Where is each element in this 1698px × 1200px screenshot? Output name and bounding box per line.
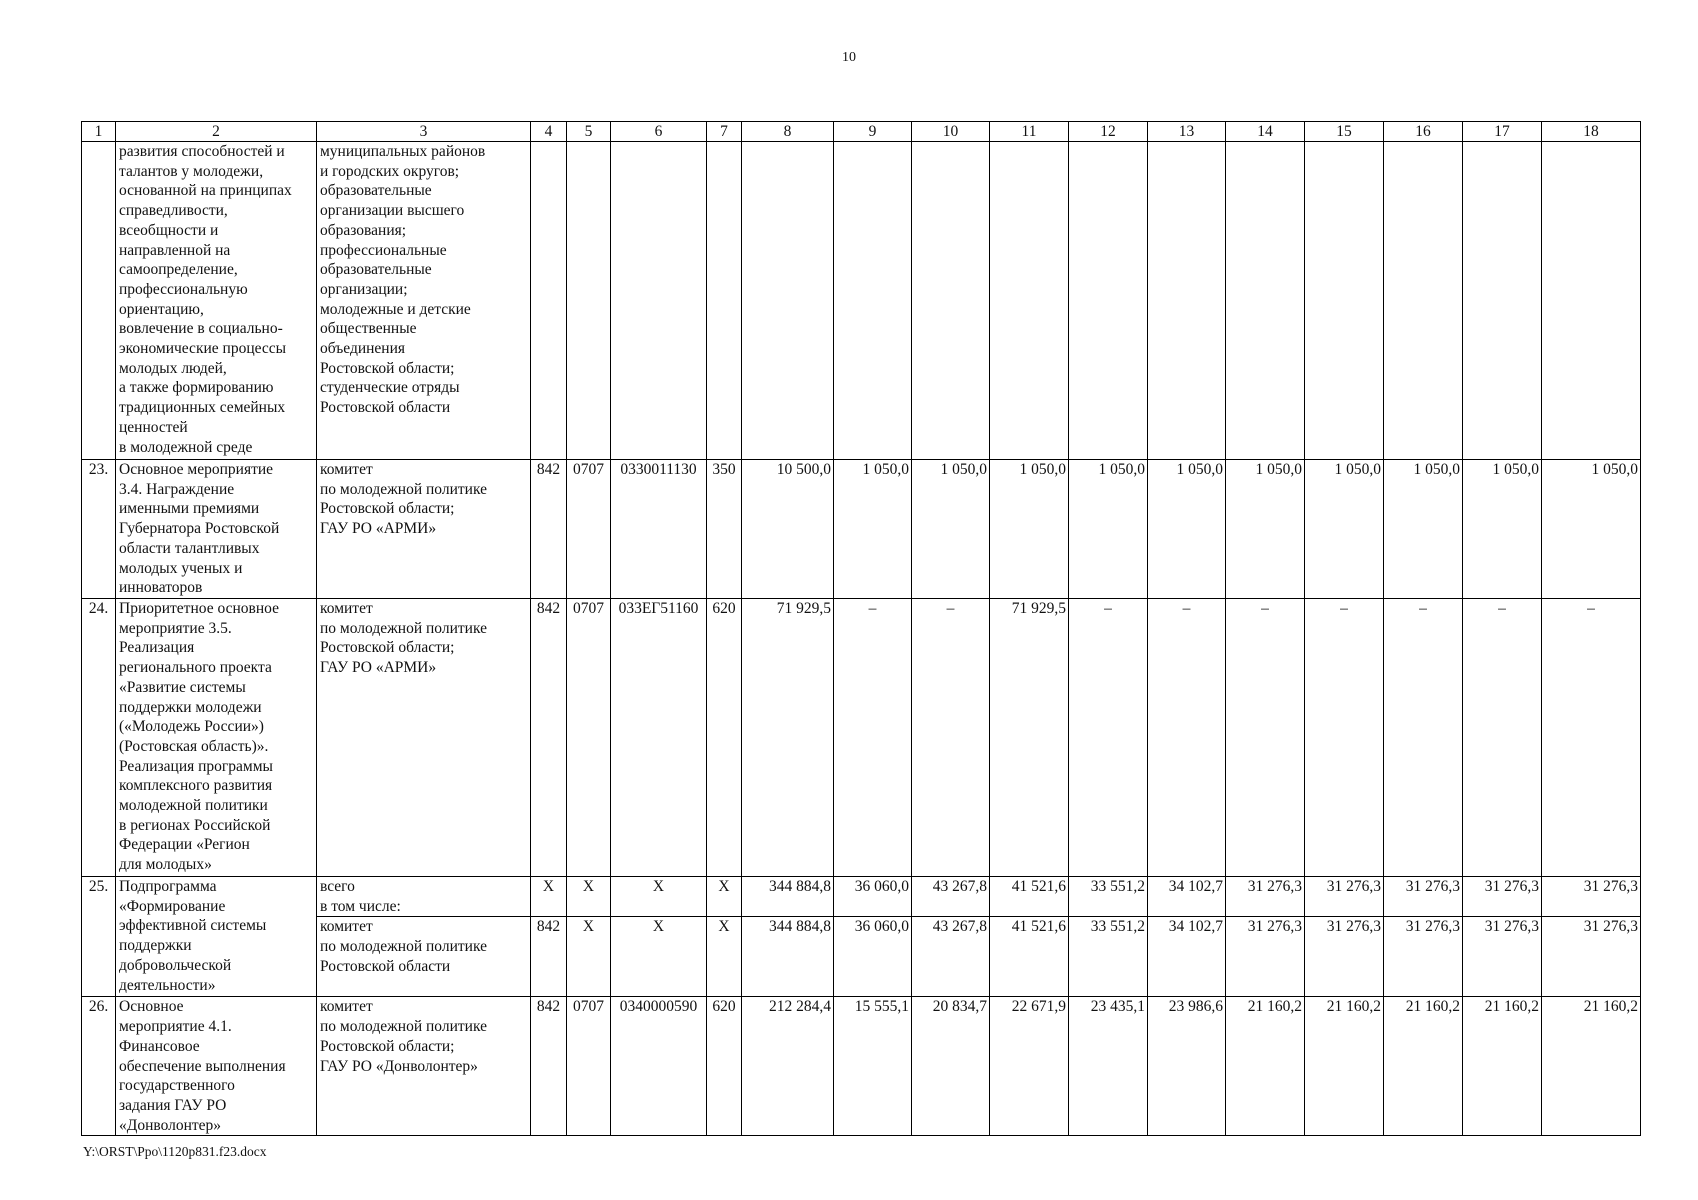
vr-code: X [707, 917, 742, 997]
col-header: 7 [707, 122, 742, 142]
year-value: 43 267,8 [912, 917, 990, 997]
year-value: 31 276,3 [1226, 877, 1305, 917]
grbs-code: X [531, 877, 567, 917]
year-value: 23 986,6 [1148, 997, 1226, 1136]
year-value: 31 276,3 [1384, 877, 1463, 917]
col-header: 3 [317, 122, 531, 142]
year-value: – [1463, 599, 1542, 877]
col-header: 1 [82, 122, 116, 142]
executor: комитет по молодежной политике Ростовской области; ГАУ РО «АРМИ» [317, 460, 531, 599]
col-header: 15 [1305, 122, 1384, 142]
year-value [990, 142, 1069, 460]
col-header: 4 [531, 122, 567, 142]
csr-code: X [611, 877, 707, 917]
year-value: 33 551,2 [1069, 917, 1148, 997]
year-value: 1 050,0 [1463, 460, 1542, 599]
year-value: 31 276,3 [1542, 877, 1641, 917]
grbs-code: 842 [531, 917, 567, 997]
year-value: 71 929,5 [990, 599, 1069, 877]
year-value: – [1226, 599, 1305, 877]
col-header: 18 [1542, 122, 1641, 142]
year-value: 31 276,3 [1384, 917, 1463, 997]
year-value: 22 671,9 [990, 997, 1069, 1136]
row-number: 23. [82, 460, 116, 599]
year-value: 1 050,0 [1226, 460, 1305, 599]
executor: комитет по молодежной политике Ростовской области; ГАУ РО «Донволонтер» [317, 997, 531, 1136]
year-value: 1 050,0 [834, 460, 912, 599]
col-header: 8 [742, 122, 834, 142]
year-value: 41 521,6 [990, 917, 1069, 997]
year-value: 1 050,0 [1305, 460, 1384, 599]
year-value [1384, 142, 1463, 460]
year-value: 21 160,2 [1463, 997, 1542, 1136]
col-header: 16 [1384, 122, 1463, 142]
rzpr-code: X [567, 917, 611, 997]
total-value: 10 500,0 [742, 460, 834, 599]
executor: всего в том числе: [317, 877, 531, 917]
row-number: 26. [82, 997, 116, 1136]
executor: комитет по молодежной политике Ростовской области; ГАУ РО «АРМИ» [317, 599, 531, 877]
year-value: 1 050,0 [1384, 460, 1463, 599]
year-value: 31 276,3 [1305, 877, 1384, 917]
col-header: 11 [990, 122, 1069, 142]
grbs-code: 842 [531, 997, 567, 1136]
grbs-code: 842 [531, 599, 567, 877]
table-row [82, 460, 1641, 599]
year-value: 21 160,2 [1226, 997, 1305, 1136]
vr-code: 350 [707, 460, 742, 599]
year-value: 23 435,1 [1069, 997, 1148, 1136]
year-value: 34 102,7 [1148, 917, 1226, 997]
page-number: 10 [842, 50, 856, 65]
year-value: 36 060,0 [834, 917, 912, 997]
year-value: – [1384, 599, 1463, 877]
vr-code: 620 [707, 599, 742, 877]
year-value: 20 834,7 [912, 997, 990, 1136]
col-header: 9 [834, 122, 912, 142]
vr-code [707, 142, 742, 460]
year-value [1226, 142, 1305, 460]
table-row [82, 997, 1641, 1136]
year-value: 1 050,0 [1148, 460, 1226, 599]
header-row [82, 122, 1641, 142]
csr-code: 033ЕГ51160 [611, 599, 707, 877]
table-row [82, 599, 1641, 877]
year-value: 21 160,2 [1384, 997, 1463, 1136]
year-value: 21 160,2 [1542, 997, 1641, 1136]
year-value: – [1148, 599, 1226, 877]
rzpr-code: X [567, 877, 611, 917]
col-header: 13 [1148, 122, 1226, 142]
col-header: 2 [116, 122, 317, 142]
budget-table [81, 121, 1641, 1136]
year-value: 43 267,8 [912, 877, 990, 917]
col-header: 10 [912, 122, 990, 142]
table-row [82, 877, 1641, 917]
rzpr-code: 0707 [567, 599, 611, 877]
year-value: 31 276,3 [1463, 877, 1542, 917]
row-number: 24. [82, 599, 116, 877]
year-value [834, 142, 912, 460]
year-value: 33 551,2 [1069, 877, 1148, 917]
year-value [912, 142, 990, 460]
col-header: 6 [611, 122, 707, 142]
file-path-footer: Y:\ORST\Ppo\1120p831.f23.docx [83, 1144, 267, 1159]
csr-code [611, 142, 707, 460]
year-value: 31 276,3 [1226, 917, 1305, 997]
col-header: 5 [567, 122, 611, 142]
grbs-code: 842 [531, 460, 567, 599]
col-header: 14 [1226, 122, 1305, 142]
year-value: 15 555,1 [834, 997, 912, 1136]
year-value: 1 050,0 [912, 460, 990, 599]
year-value: 31 276,3 [1463, 917, 1542, 997]
rzpr-code [567, 142, 611, 460]
vr-code: X [707, 877, 742, 917]
year-value: 36 060,0 [834, 877, 912, 917]
executor: муниципальных районов и городских округов; образовательные организации высшего образования; профессиональные образовательные организации; молодежные и детские общественные объединения Ростовской области; студенческие отряды Ростовской области [317, 142, 531, 460]
year-value [1542, 142, 1641, 460]
col-header: 17 [1463, 122, 1542, 142]
year-value: – [1305, 599, 1384, 877]
col-header: 12 [1069, 122, 1148, 142]
row-number: 25. [82, 877, 116, 997]
csr-code: 0340000590 [611, 997, 707, 1136]
table-row [82, 142, 1641, 460]
activity-name: Основное мероприятие 4.1. Финансовое обеспечение выполнения государственного задания ГАУ РО «Донволонтер» [116, 997, 317, 1136]
total-value: 344 884,8 [742, 917, 834, 997]
year-value: – [834, 599, 912, 877]
year-value: 21 160,2 [1305, 997, 1384, 1136]
csr-code: 0330011130 [611, 460, 707, 599]
year-value: 31 276,3 [1542, 917, 1641, 997]
year-value [1148, 142, 1226, 460]
year-value: 1 050,0 [1069, 460, 1148, 599]
year-value: – [912, 599, 990, 877]
activity-name: Подпрограмма «Формирование эффективной системы поддержки добровольческой деятельности» [116, 877, 317, 997]
executor: комитет по молодежной политике Ростовской области [317, 917, 531, 997]
year-value: – [1069, 599, 1148, 877]
csr-code: X [611, 917, 707, 997]
activity-name: развития способностей и талантов у молодежи, основанной на принципах справедливости, всеобщности и направленной на самоопределение, профессиональную ориентацию, вовлечение в социально- экономические процессы молодых людей, а также формированию традиционных семейных ценностей в молодежной среде [116, 142, 317, 460]
year-value: 41 521,6 [990, 877, 1069, 917]
year-value: 1 050,0 [990, 460, 1069, 599]
year-value [1463, 142, 1542, 460]
row-number [82, 142, 116, 460]
year-value [1305, 142, 1384, 460]
vr-code: 620 [707, 997, 742, 1136]
total-value: 212 284,4 [742, 997, 834, 1136]
year-value: 34 102,7 [1148, 877, 1226, 917]
year-value: 1 050,0 [1542, 460, 1641, 599]
activity-name: Приоритетное основное мероприятие 3.5. Реализация регионального проекта «Развитие системы поддержки молодежи («Молодежь России») (Ростовская область)». Реализация программы комплексного развития молодежной политики в регионах Российской Федерации «Регион для молодых» [116, 599, 317, 877]
rzpr-code: 0707 [567, 997, 611, 1136]
total-value: 344 884,8 [742, 877, 834, 917]
grbs-code [531, 142, 567, 460]
year-value [1069, 142, 1148, 460]
activity-name: Основное мероприятие 3.4. Награждение именными премиями Губернатора Ростовской области талантливых молодых ученых и инноваторов [116, 460, 317, 599]
rzpr-code: 0707 [567, 460, 611, 599]
year-value: – [1542, 599, 1641, 877]
total-value [742, 142, 834, 460]
total-value: 71 929,5 [742, 599, 834, 877]
year-value: 31 276,3 [1305, 917, 1384, 997]
